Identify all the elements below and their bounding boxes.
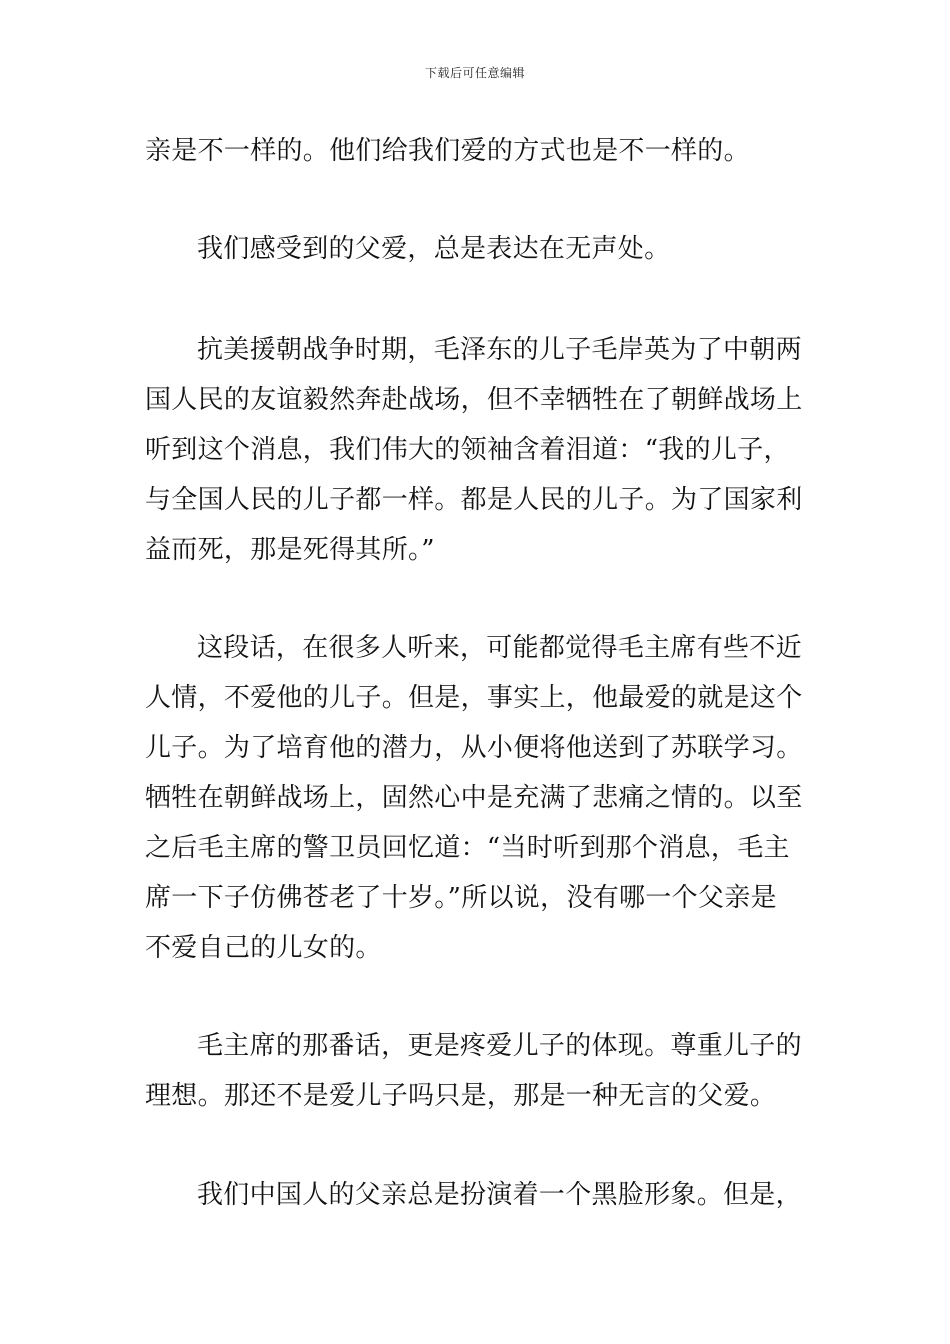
paragraph-line: 国人民的友谊毅然奔赴战场，但不幸牺牲在了朝鲜战场上 <box>145 385 803 415</box>
paragraph-line: 毛主席的那番话，更是疼爱儿子的体现。尊重儿子的 <box>197 1031 802 1061</box>
paragraph-line: 我们中国人的父亲总是扮演着一个黑脸形象。但是， <box>197 1180 802 1210</box>
paragraph-line: 与全国人民的儿子都一样。都是人民的儿子。为了国家利 <box>145 485 803 515</box>
paragraph-line: 人情，不爱他的儿子。但是，事实上，他最爱的就是这个 <box>145 683 803 713</box>
page-header: 下载后可任意编辑 <box>424 66 525 80</box>
paragraph-line: 益而死，那是死得其所。” <box>145 535 435 565</box>
paragraph-line: 不爱自己的儿女的。 <box>145 933 382 963</box>
paragraph-line: 席一下子仿佛苍老了十岁。”所以说，没有哪一个父亲是 <box>145 883 777 913</box>
paragraph-line: 之后毛主席的警卫员回忆道：“当时听到那个消息，毛主 <box>145 833 790 863</box>
paragraph-line: 这段话，在很多人听来，可能都觉得毛主席有些不近 <box>197 633 802 663</box>
paragraph-line: 我们感受到的父爱，总是表达在无声处。 <box>197 234 671 264</box>
paragraph-line: 儿子。为了培育他的潜力，从小便将他送到了苏联学习。 <box>145 733 803 763</box>
paragraph-line: 牺牲在朝鲜战场上，固然心中是充满了悲痛之情的。以至 <box>145 783 803 813</box>
paragraph-line: 抗美援朝战争时期，毛泽东的儿子毛岸英为了中朝两 <box>197 335 802 365</box>
paragraph-line: 亲是不一样的。他们给我们爱的方式也是不一样的。 <box>145 136 750 166</box>
paragraph-line: 听到这个消息，我们伟大的领袖含着泪道：“我的儿子， <box>145 435 790 465</box>
paragraph-line: 理想。那还不是爱儿子吗只是，那是一种无言的父爱。 <box>145 1081 777 1111</box>
